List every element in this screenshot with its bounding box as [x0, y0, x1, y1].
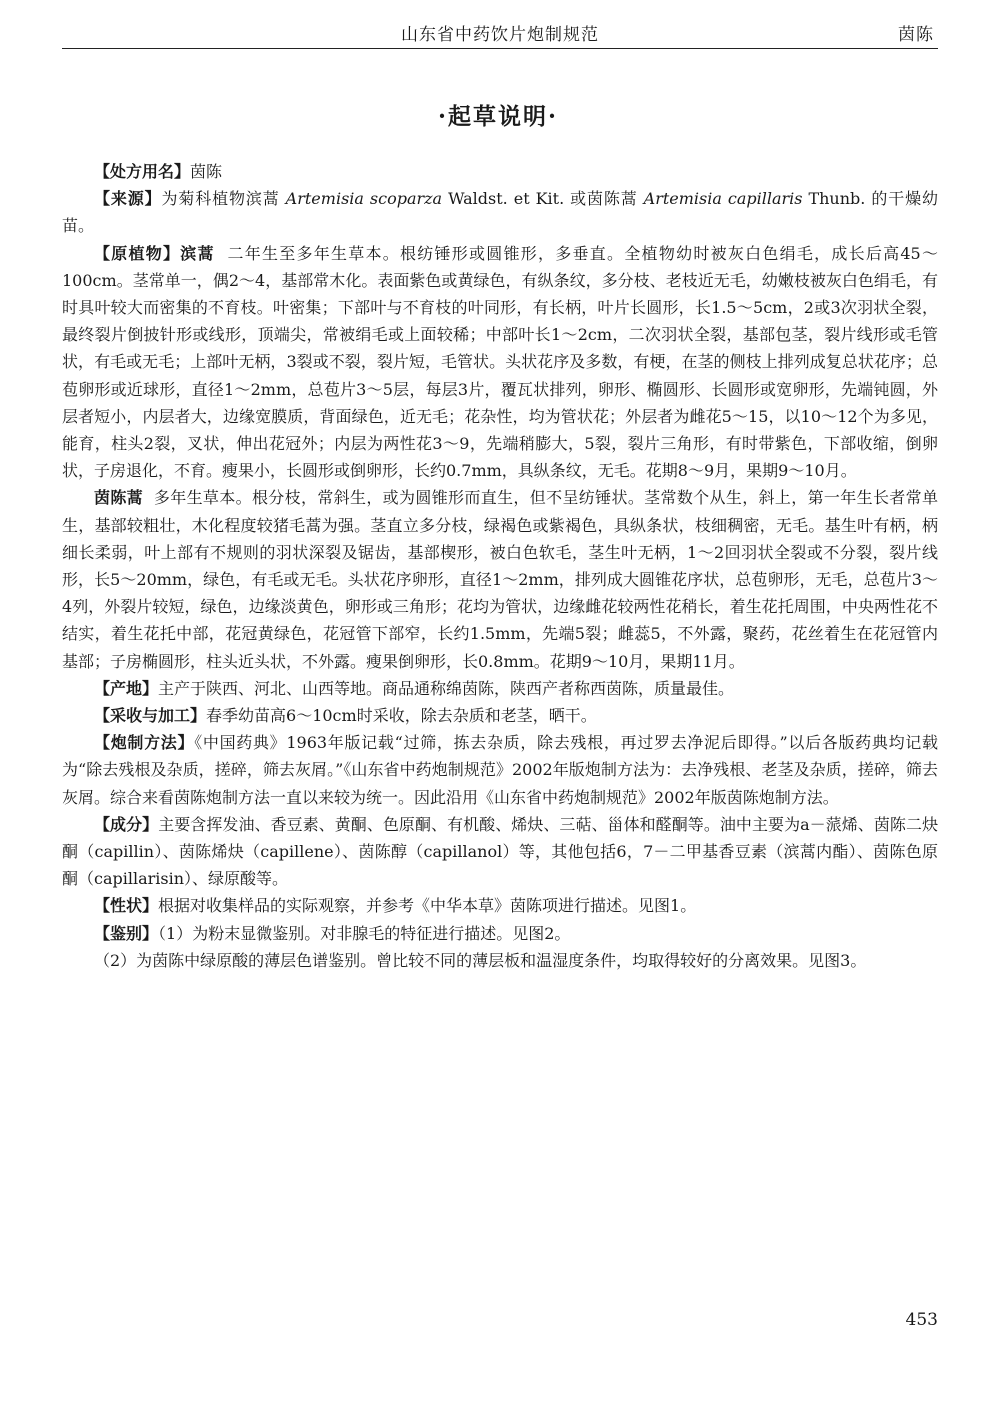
latin-name-artemisia-scoparza: Artemisia scoparza — [285, 189, 443, 209]
lead-plant-yinchenhao: 茵陈蒿 — [94, 488, 144, 508]
lead-source: 【来源】 — [94, 189, 162, 209]
text-identification-2: （2）为茵陈中绿原酸的薄层色谱鉴别。曾比较不同的薄层板和温湿度条件，均取得较好的分离效果。见图3。 — [94, 950, 867, 970]
paragraph-harvest — [62, 702, 938, 729]
text-plant-yinchenhao: 多年生草本。根分枝，常斜生，或为圆锥形而直生，但不呈纺锤状。茎常数个从生，斜上，第一年生长者常单生，基部较粗壮，木化程度较猪毛蒿为强。茎直立多分枝，绿褐色或紫褐色，具纵条状，枝细稠密，无毛。基生叶有柄，柄细长柔弱，叶上部有不规则的羽状深裂及锯齿，基部楔形，被白色软毛，茎生叶无柄，1～2回羽状全裂或不分裂，裂片线形，长5～20mm，绿色，有毛或无毛。头状花序卵形，直径1～2mm，排列成大圆锥花序状，总苞卵形，无毛，总苞片3～4列，外裂片较短，绿色，边缘淡黄色，卵形或三角形；花均为管状，边缘雌花较两性花稍长，着生花托周围，中央两性花不结实，着生花托中部，花冠黄绿色，花冠管下部窄，长约1.5mm，先端5裂；雌蕊5，不外露，聚药，花丝着生在花冠管内基部；子房椭圆形，柱头近头状，不外露。瘦果倒卵形，长0.8mm。花期9～10月，果期11月。 — [62, 488, 938, 671]
lead-plant-binhao: 【原植物】滨蒿 — [94, 243, 215, 263]
text-plant-binhao: 二年生至多年生草本。根纺锤形或圆锥形，多垂直。全植物幼时被灰白色绢毛，成长后高45～100cm。茎常单一，偶2～4，基部常木化。表面紫色或黄绿色，有纵条纹，多分枝、老枝近无毛，幼嫩枝被灰白色绢毛，有时具叶较大而密集的不育枝。叶密集；下部叶与不育枝的叶同形，有长柄，叶片长圆形，长1.5～5cm，2或3次羽状全裂，最终裂片倒披针形或线形，顶端尖，常被绢毛或上面较稀；中部叶长1～2cm，二次羽状全裂，基部包茎，裂片线形或毛管状，有毛或无毛；上部叶无柄，3裂或不裂，裂片短，毛管状。头状花序及多数，有梗，在茎的侧枝上排列成复总状花序；总苞卵形或近球形，直径1～2mm，总苞片3～5层，每层3片，覆瓦状排列，卵形、椭圆形、长圆形或宽卵形，先端钝圆，外层者短小，内层者大，边缘宽膜质，背面绿色，近无毛；花杂性，均为管状花；外层者为雌花5～15，以10～12个为多见，能育，柱头2裂，叉状，伸出花冠外；内层为两性花3～9，先端稍膨大，5裂，裂片三角形，有时带紫色，下部收缩，倒卵状，子房退化，不育。瘦果小，长圆形或倒卵形，长约0.7mm，具纵条纹，无毛。花期8～9月，果期9～10月。 — [62, 243, 938, 481]
text-source-part-3: Thunb. 的干燥幼苗。 — [62, 189, 938, 236]
paragraph-processing — [62, 729, 938, 811]
text-processing: 《中国药典》1963年版记载“过筛，拣去杂质，除去残根，再过罗去净泥后即得。”以后各版药典均记载为“除去残根及杂质，搓碎，筛去灰屑。”《山东省中药炮制规范》2002年版炮制方法为：去净残根、老茎及杂质，搓碎，筛去灰屑。综合来看茵陈炮制方法一直以来较为统一。因此沿用《山东省中药炮制规范》2002年版茵陈炮制方法。 — [62, 733, 938, 807]
lead-properties: 【性状】 — [94, 896, 159, 916]
lead-prescription-name: 【处方用名】 — [94, 162, 191, 181]
text-source-part-1: 为菊科植物滨蒿 — [161, 189, 280, 209]
text-origin: 主产于陕西、河北、山西等地。商品通称绵茵陈，陕西产者称西茵陈，质量最佳。 — [158, 678, 735, 698]
latin-name-artemisia-capillaris: Artemisia capillaris — [643, 189, 803, 209]
lead-processing: 【炮制方法】 — [94, 733, 195, 753]
book-title: 山东省中药饮片炮制规范 — [401, 25, 599, 45]
paragraph-origin — [62, 675, 938, 702]
lead-identification: 【鉴别】 — [94, 923, 159, 943]
text-harvest: 春季幼苗高6～10cm时采收，除去杂质和老茎，晒干。 — [206, 706, 597, 726]
lead-harvest: 【采收与加工】 — [94, 706, 207, 726]
paragraph-source — [62, 185, 938, 239]
lead-composition: 【成分】 — [94, 814, 159, 834]
paragraph-identification — [62, 920, 938, 947]
text-identification: （1）为粉末显微鉴别。对非腺毛的特征进行描述。见图2。 — [158, 923, 571, 943]
text-properties: 根据对收集样品的实际观察，并参考《中华本草》茵陈项进行描述。见图1。 — [158, 896, 697, 916]
paragraph-prescription-name — [62, 158, 938, 185]
text-composition: 主要含挥发油、香豆素、黄酮、色原酮、有机酸、烯炔、三萜、甾体和醛酮等。油中主要为a－蒎烯、茵陈二炔酮（capillin）、茵陈烯炔（capillene）、茵陈醇（capillanol）等，其他包括6，7－二甲基香豆素（滨蒿内酯）、茵陈色原酮（capillarisin）、绿原酸等。 — [62, 814, 938, 889]
document-body — [62, 158, 938, 974]
lead-origin: 【产地】 — [94, 678, 159, 698]
entry-name: 茵陈 — [898, 25, 934, 45]
text-source-part-2: Waldst. et Kit. 或茵陈蒿 — [448, 189, 638, 209]
paragraph-plant-binhao — [62, 240, 938, 485]
text-prescription-name: 茵陈 — [190, 162, 223, 181]
paragraph-composition — [62, 811, 938, 893]
running-header — [62, 18, 938, 49]
paragraph-properties — [62, 892, 938, 919]
paragraph-identification-2 — [62, 947, 938, 974]
page-number: 453 — [905, 1310, 938, 1330]
paragraph-plant-yinchenhao — [62, 484, 938, 674]
section-title: ·起草说明· — [437, 103, 558, 130]
